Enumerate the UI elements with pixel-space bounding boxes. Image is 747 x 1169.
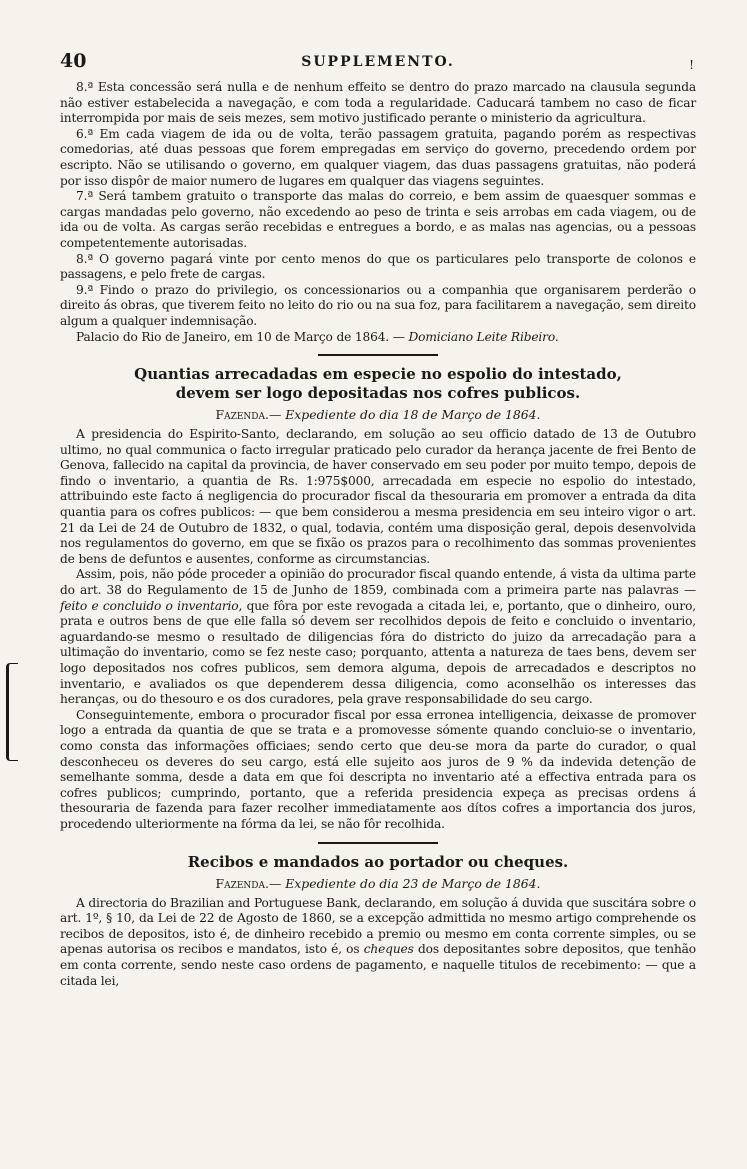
signoff-author: Domiciano Leite Ribeiro. <box>408 329 559 344</box>
quoted-phrase: feito e concluido o inventario <box>60 598 239 613</box>
section-title-line-1: Quantias arrecadadas em especie no espolio do intestado, <box>134 365 622 384</box>
body-paragraph <box>60 896 696 990</box>
ministry-name: Fazenda. <box>215 407 269 423</box>
running-head: SUPPLEMENTO. <box>301 54 455 70</box>
page <box>60 50 696 989</box>
signoff-place-date: Palacio do Rio de Janeiro, em 10 de Março de 1864. — <box>76 329 405 344</box>
signoff <box>60 330 696 346</box>
clause-paragraph: 6.ª Em cada viagem de ida ou de volta, terão passagem gratuita, pagando porém as respectivas comedorias, até duas pessoas que forem empregadas em serviço do governo, precedendo ordem por escripto. Não se utilisando o governo, em qualquer viagem, das duas passagens gratuitas, não poderá por isso dispôr de maior numero de lugares em qualquer das viagens seguintes. <box>60 126 696 188</box>
body-text: A directoria do Brazilian and Portuguese Bank, declarando, em solução á duvida que suscitára sobre o art. 1º, § 10, da Lei de 22 de Agosto de 1860, se a excepção admittida no mesmo artigo comprehende os recibos de depositos, isto é, de dinheiro recebido a premio ou mesmo em conta corrente simples, ou se apenas autorisa os recibos e mandatos, isto é, os <box>60 895 696 957</box>
section-intestate-deposits <box>60 365 696 832</box>
clause-paragraph: 7.ª Será tambem gratuito o transporte das malas do correio, e bem assim de quaesquer sommas e cargas mandadas pelo governo, não excedendo ao peso de trinta e seis arrobas em cada viagem, ou de ida ou de volta. As cargas serão recebidas e entregues a bordo, e as malas nas agencias, ou a pessoas competentemente autorisadas. <box>60 189 696 250</box>
section-divider <box>318 842 438 844</box>
body-text: , que fôra por este revogada a citada lei, e, portanto, que o dinheiro, ouro, prata e outros bens de que elle falla só devem ser recolhidos depois de feito e concluido o inventario, aguardando-se mesmo o resultado de diligencias fóra do districto do juizo da arrecadação para a ultimação do inventario, como se fez neste caso; porquanto, attenta a natureza de taes bens, devem ser logo depositados nos cofres publicos, sem demora alguma, depois de arrecadados e descriptos no inventario, e avaliados os que dependerem dessa diligencia, como aconselhão os interesses das heranças, ou do thesouro e os dos curadores, pela grave responsabilidade do seu cargo. <box>60 598 696 707</box>
section-concession-clauses <box>60 80 696 345</box>
margin-bracket-mark <box>6 663 18 761</box>
body-paragraph: Conseguintemente, embora o procurador fiscal por essa erronea intelligencia, deixasse de promover logo a entrada da quantia de que se trata e a promovesse sómente quando concluio-se o inventario, como consta das informações officiaes; sendo certo que deu-se mora da parte do curador, o qual desconheceu os deveres do seu cargo, está elle sujeito aos juros de 9 % da indevida detenção de semelhante somma, desde a data em que foi descripta no inventario até a effectiva entrada para os cofres publicos; cumprindo, portanto, que a referida presidencia expeça as precisas ordens á thesouraria de fazenda para fazer recolher immediatamente aos dítos cofres a importancia dos juros, procedendo ulteriormente na fórma da lei, se não fôr recolhida. <box>60 707 696 831</box>
section-divider <box>318 354 438 356</box>
expediente-date: — Expediente do dia 23 de Março de 1864. <box>268 875 541 891</box>
ministry-name: Fazenda. <box>215 875 269 891</box>
page-number: 40 <box>60 50 87 72</box>
clause-paragraph: 8.ª Esta concessão será nulla e de nenhum effeito se dentro do prazo marcado na clausula segunda não estiver estabelecida a navegação, e com toda a regularidade. Caducará tambem no caso de ficar interrompida por mais de seis mezes, sem motivo justificado perante o ministerio da agricultura. <box>60 80 696 126</box>
expediente-date: — Expediente do dia 18 de Março de 1864. <box>268 407 541 423</box>
page-header <box>60 50 696 80</box>
clause-paragraph: 8.ª O governo pagará vinte por cento menos do que os particulares pelo transporte de colonos e passagens, e pelo frete de cargas. <box>60 251 696 282</box>
section-cheques <box>60 853 696 990</box>
body-text: Assim, pois, não póde proceder a opinião do procurador fiscal quando entende, á vista da ultima parte do art. 38 do Regulamento de 15 de Junho de 1859, combinada com a primeira parte nas palavras — <box>60 567 696 598</box>
dateline <box>60 407 696 423</box>
section-title-line-2: devem ser logo depositadas nos cofres publicos. <box>175 384 581 403</box>
clause-paragraph: 9.ª Findo o prazo do privilegio, os concessionarios ou a companhia que organisarem perderão o direito ás obras, que tiverem feito no leito do rio ou na sua foz, para facilitarem a navegação, sem direito algum a qualquer indemnisação. <box>60 282 696 328</box>
header-mark: ! <box>689 58 694 72</box>
body-text: dos depositantes sobre depositos, que tenhão em conta corrente, sendo neste caso ordens de pagamento, e naquelle titulos de recebimento: — que a citada lei, <box>60 942 696 988</box>
italic-word: cheques <box>363 942 414 957</box>
section-title: Recibos e mandados ao portador ou cheques. <box>187 852 569 871</box>
body-paragraph: A presidencia do Espirito-Santo, declarando, em solução ao seu officio datado de 13 de Outubro ultimo, no qual communica o facto irregular praticado pelo curador da herança jacente de frei Bento de Genova, fallecido na capital da provincia, de haver conservado em seu poder por muito tempo, depois de findo o inventario, a quantia de Rs. 1:975$000, arrecadada em especie no espolio do intestado, attribuindo este facto á negligencia do procurador fiscal da thesouraria em promover a entrada da dita quantia para os cofres publicos: — que bem considerou a mesma presidencia em seu inteiro vigor o art. 21 da Lei de 24 de Outubro de 1832, o qual, todavia, contém uma disposição geral, depois desenvolvida nos regulamentos do governo, em que se fixão os prazos para o recolhimento das sommas provenientes de bens de defuntos e ausentes, conforme as circumstancias. <box>60 427 696 566</box>
dateline <box>60 876 696 892</box>
section-title <box>60 365 696 403</box>
body-paragraph <box>60 567 696 707</box>
